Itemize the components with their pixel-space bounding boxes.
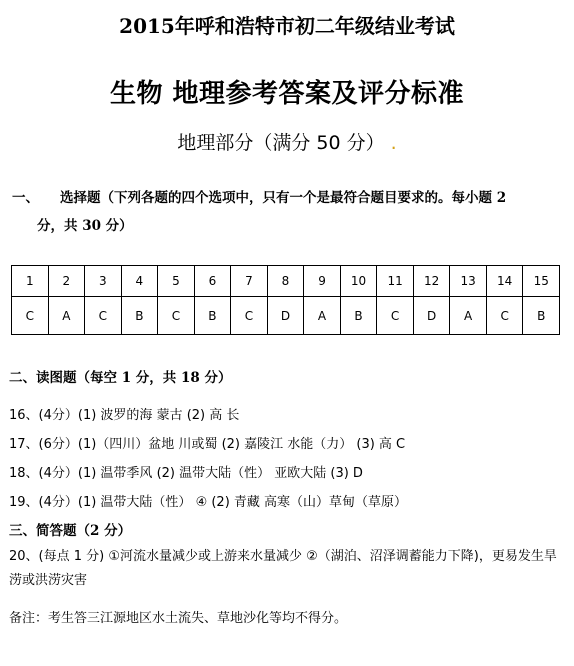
answer-cell: C: [85, 297, 122, 335]
answer-cell: B: [121, 297, 158, 335]
answer-cell: C: [231, 297, 268, 335]
question-number: 1: [12, 266, 49, 297]
part1-number: 一、: [12, 190, 39, 206]
question-number-row: [12, 266, 560, 297]
question-number: 7: [231, 266, 268, 297]
part2-heading: 二、读图题（每空 1 分，共 18 分）: [9, 370, 232, 386]
question-number: 11: [377, 266, 414, 297]
question-number: 5: [158, 266, 195, 297]
answer-item-17: 17、(6分）(1)（四川）盆地 川或蜀 (2) 嘉陵江 水能（力） (3) 高 C: [9, 437, 406, 452]
answer-cell: C: [377, 297, 414, 335]
question-number: 8: [267, 266, 304, 297]
answer-cell: A: [304, 297, 341, 335]
part1-heading: [12, 184, 567, 240]
answer-cell: B: [340, 297, 377, 335]
question-number: 3: [85, 266, 122, 297]
question-number: 13: [450, 266, 487, 297]
answer-cell: C: [486, 297, 523, 335]
answer-item-19: 19、(4分）(1) 温带大陆（性） ④ (2) 青藏 高寒（山）草甸（草原）: [9, 495, 408, 510]
answer-cell: D: [413, 297, 450, 335]
answer-cell: C: [12, 297, 49, 335]
question-number: 15: [523, 266, 560, 297]
answer-row: [12, 297, 560, 335]
section-title: [0, 128, 574, 155]
answer-cell: A: [450, 297, 487, 335]
question-number: 9: [304, 266, 341, 297]
answer-cell: C: [158, 297, 195, 335]
question-number: 6: [194, 266, 231, 297]
question-number: 2: [48, 266, 85, 297]
grading-note: 备注：考生答三江源地区水土流失、草地沙化等均不得分。: [9, 611, 348, 626]
section-title-text: 地理部分（满分 50 分）: [177, 132, 385, 154]
part1-heading-cont: 分，共 30 分）: [37, 218, 133, 234]
answer-item-20: 20、(每点 1 分) ①河流水量减少或上游来水量减少 ②（湖泊、沼泽调蓄能力下降)，更易发生旱涝或洪涝灾害: [9, 549, 557, 588]
answer-cell: B: [194, 297, 231, 335]
question-number: 4: [121, 266, 158, 297]
answer-cell: D: [267, 297, 304, 335]
part1-heading-text: 选择题（下列各题的四个选项中，只有一个是最符合题目要求的。每小题 2: [60, 190, 507, 206]
question-number: 12: [413, 266, 450, 297]
question-number: 14: [486, 266, 523, 297]
question-number: 10: [340, 266, 377, 297]
exam-title: 2015年呼和浩特市初二年级结业考试: [119, 14, 455, 38]
document-subtitle: 生物 地理参考答案及评分标准: [109, 79, 465, 109]
section-title-mark: .: [390, 132, 397, 154]
answer-item-16: 16、(4分）(1) 波罗的海 蒙古 (2) 高 长: [9, 408, 240, 423]
part3-heading: 三、简答题（2 分）: [9, 523, 132, 539]
answer-item-18: 18、(4分）(1) 温带季风 (2) 温带大陆（性） 亚欧大陆 (3) D: [9, 466, 363, 481]
answer-table: [11, 265, 560, 335]
answer-cell: A: [48, 297, 85, 335]
answer-cell: B: [523, 297, 560, 335]
